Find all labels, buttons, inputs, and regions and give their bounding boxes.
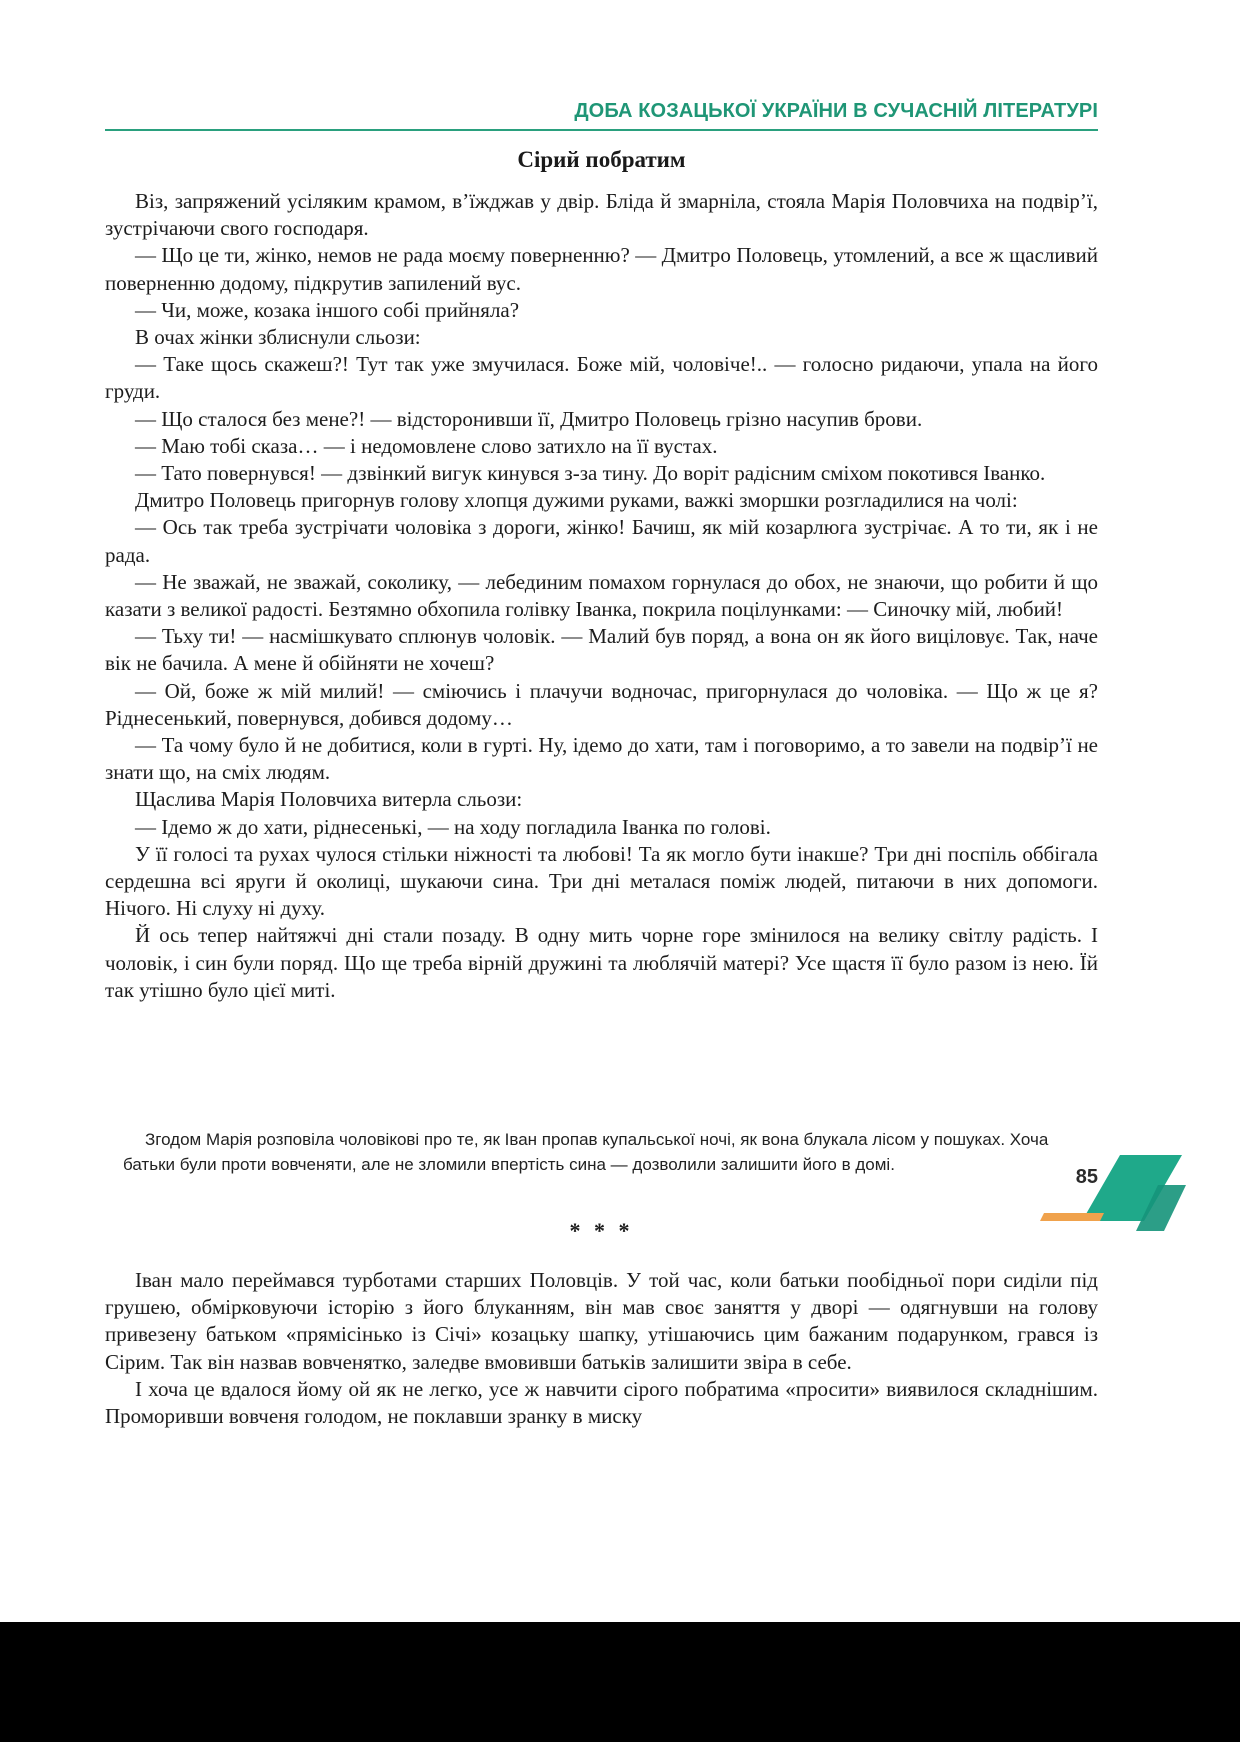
paragraph: — Ось так треба зустрічати чоловіка з дороги, жінко! Бачиш, як мій козарлюга зустрічає. А то ти, як і не рада. xyxy=(105,515,1098,567)
paragraph: — Що це ти, жінко, немов не рада моєму поверненню? — Дмитро Половець, утомлений, а все ж щасливий поверненню додому, підкрутив запилений вус. xyxy=(105,243,1098,295)
story-text xyxy=(105,188,1098,1004)
paragraph: Віз, запряжений усіляким крамом, в’їжджав у двір. Бліда й змарніла, стояла Марія Половчиха на подвір’ї, зустрічаючи свого господаря. xyxy=(105,189,1098,241)
paragraph: Іван мало переймався турботами старших Половців. У той час, коли батьки пообідньої пори сиділи під грушею, обмірковуючи історію з його блуканням, він мав своє заняття у дворі — одягнувши на голову привезену батьком «прямісінько із Січі» козацьку шапку, утішаючись цим бажаним подарунком, грався із Сірим. Так він назвав вовченятко, заледве вмовивши батьків залишити звіра в себе. xyxy=(105,1268,1098,1374)
header-rule xyxy=(105,129,1098,131)
paragraph: — Не зважай, не зважай, соколику, — лебединим помахом горнулася до обох, не знаючи, що робити й що казати з великої радості. Безтямно обхопила голівку Іванка, покрила поцілунками: — Синочку мій, любий! xyxy=(105,569,1098,622)
paragraph: Щаслива Марія Половчиха витерла сльози: xyxy=(135,787,523,812)
bottom-black-bar xyxy=(0,1622,1240,1742)
paragraph: — Маю тобі сказа… — і недомовлене слово затихло на її вустах. xyxy=(135,433,718,458)
paragraph: І хоча це вдалося йому ой як не легко, усе ж навчити сірого побратима «просити» виявилося складнішим. Проморивши вовченя голодом, не поклавши зранку в миску xyxy=(105,1376,1098,1429)
paragraph: — Тато повернувся! — дзвінкий вигук кинувся з-за тину. До воріт радісним сміхом покотився Іванко. xyxy=(135,461,1046,486)
summary-note: Згодом Марія розповіла чоловікові про те, як Іван пропав купальської ночі, як вона блукала лісом у пошуках. Хоча батьки були проти вовченяти, але не зломили впертість сина — дозволили залишити його в домі. xyxy=(123,1130,1049,1174)
paragraph: Й ось тепер найтяжчі дні стали позаду. В одну мить чорне горе змінилося на велику світлу радість. І чоловік, і син були поряд. Що ще треба вірній дружині та люблячій матері? Усе щастя її було разом із нею. Їй так утішно було цієї миті. xyxy=(105,923,1098,1002)
running-head: ДОБА КОЗАЦЬКОЇ УКРАЇНИ В СУЧАСНІЙ ЛІТЕРАТУРІ xyxy=(574,100,1098,122)
paragraph: — Ой, боже ж мій милий! — сміючись і плачучи водночас, пригорнулася до чоловіка. — Що ж це я? Ріднесенький, повернувся, добився додому… xyxy=(105,678,1098,730)
paragraph: — Тьху ти! — насмішкувато сплюнув чоловік. — Малий був поряд, а вона он як його виціловує. Так, наче вік не бачила. А мене й обійняти не хочеш? xyxy=(105,624,1098,676)
paragraph: — Таке щось скажеш?! Тут так уже змучилася. Боже мій, чоловіче!.. — голосно ридаючи, упала на його груди. xyxy=(105,352,1098,404)
paragraph: — Ідемо ж до хати, ріднесенькі, — на ходу погладила Іванка по голові. xyxy=(135,814,771,839)
paragraph: У її голосі та рухах чулося стільки ніжності та любові! Та як могло бути інакше? Три дні поспіль оббігала сердешна всі яруги й околиці, шукаючи сина. Три дні металася поміж людей, питаючи в них допомоги. Нічого. Ні слуху ні духу. xyxy=(105,841,1098,921)
section-separator: * * * xyxy=(569,1218,634,1243)
paragraph: Дмитро Половець пригорнув голову хлопця дужими руками, важкі зморшки розгладилися на чолі: xyxy=(135,488,1018,513)
chapter-title: Сірий побратим xyxy=(517,147,686,172)
paragraph: В очах жінки зблиснули сльози: xyxy=(135,325,421,350)
orange-underline xyxy=(1040,1213,1104,1221)
paragraph: — Що сталося без мене?! — відсторонивши її, Дмитро Половець грізно насупив брови. xyxy=(135,406,923,431)
page-number: 85 xyxy=(1075,1166,1098,1188)
paragraph: — Та чому було й не добитися, коли в гурті. Ну, ідемо до хати, там і поговоримо, а то завели на подвір’ї не знати що, на сміх людям. xyxy=(105,733,1098,785)
story-continuation xyxy=(105,1267,1098,1430)
paragraph: — Чи, може, козака іншого собі прийняла? xyxy=(135,297,520,322)
